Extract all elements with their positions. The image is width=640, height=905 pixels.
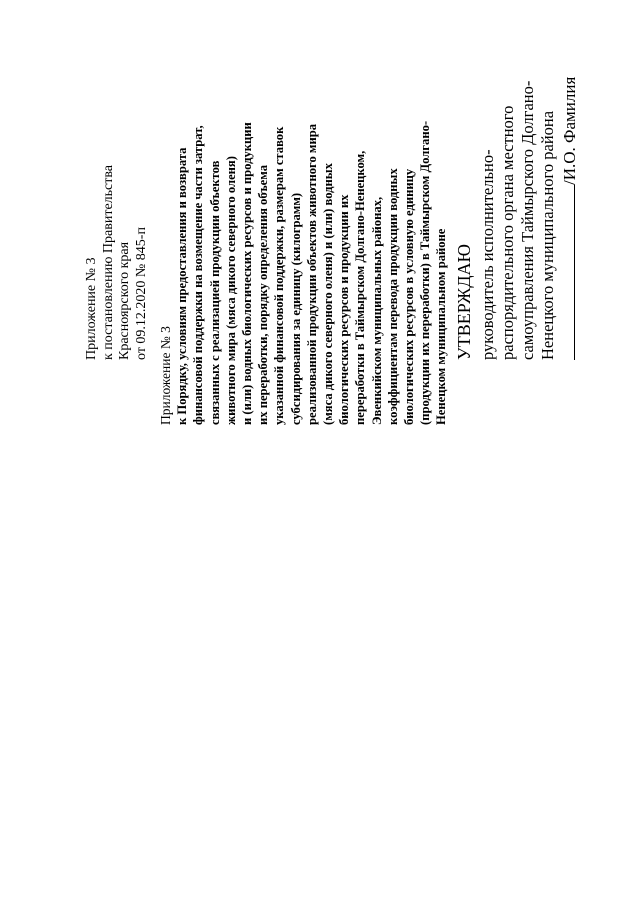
procedure-line: (мяса дикого северного оленя) и (или) водных <box>321 163 336 425</box>
attachment-header-block <box>84 165 150 360</box>
procedure-appendix-title: Приложение № 3 <box>158 326 173 425</box>
approval-line: Ненецкого муниципального района <box>538 110 557 360</box>
procedure-line: Эвенкийском муниципальных районах, <box>369 196 384 425</box>
procedure-line: реализованной продукции объектов животного мира <box>304 123 319 425</box>
approval-heading: УТВЕРЖДАЮ <box>454 243 474 360</box>
procedure-line: Ненецком муниципальном районе <box>434 228 449 425</box>
procedure-line: указанной финансовой поддержки, размерам ставок <box>272 126 287 425</box>
signature-name: /И.О. Фамилия <box>560 76 579 185</box>
procedure-line: финансовой поддержки на возмещение части затрат, <box>191 125 206 425</box>
approval-line: руководитель исполнительно- <box>478 149 497 360</box>
procedure-line: коэффициентам перевода продукции водных <box>385 168 400 425</box>
procedure-line: (продукции их переработки) в Таймырском Долгано- <box>418 120 433 425</box>
attachment-title: Приложение № 3 <box>84 257 99 360</box>
attachment-line: Красноярского края <box>117 241 132 360</box>
attachment-line: к постановлению Правительства <box>100 164 116 360</box>
procedure-line: их переработки, порядку определения объема <box>256 164 271 425</box>
signature-line <box>560 185 575 360</box>
procedure-line: переработки в Таймырском Долгано-Ненецком, <box>353 150 368 425</box>
signature-row <box>560 77 580 360</box>
attachment-date-number: от 09.12.2020 № 845-п <box>133 227 149 360</box>
procedure-line: животного мира (мяса дикого северного оленя) <box>223 156 238 425</box>
procedure-appendix-block <box>158 121 450 425</box>
approval-block <box>454 81 558 360</box>
procedure-line: к Порядку, условиям предоставления и возврата <box>175 147 190 425</box>
procedure-line: и (или) водных биологических ресурсов и продукции <box>240 122 255 425</box>
approval-line: распорядительного органа местного <box>498 105 517 360</box>
procedure-line: связанных с реализацией продукции объектов <box>207 160 222 425</box>
approval-line: самоуправления Таймырского Долгано- <box>518 80 537 360</box>
procedure-line: биологических ресурсов в условную единицу <box>402 168 417 425</box>
procedure-line: биологических ресурсов и продукции их <box>337 194 352 425</box>
procedure-line: субсидирования за единицу (килограмм) <box>288 192 303 425</box>
